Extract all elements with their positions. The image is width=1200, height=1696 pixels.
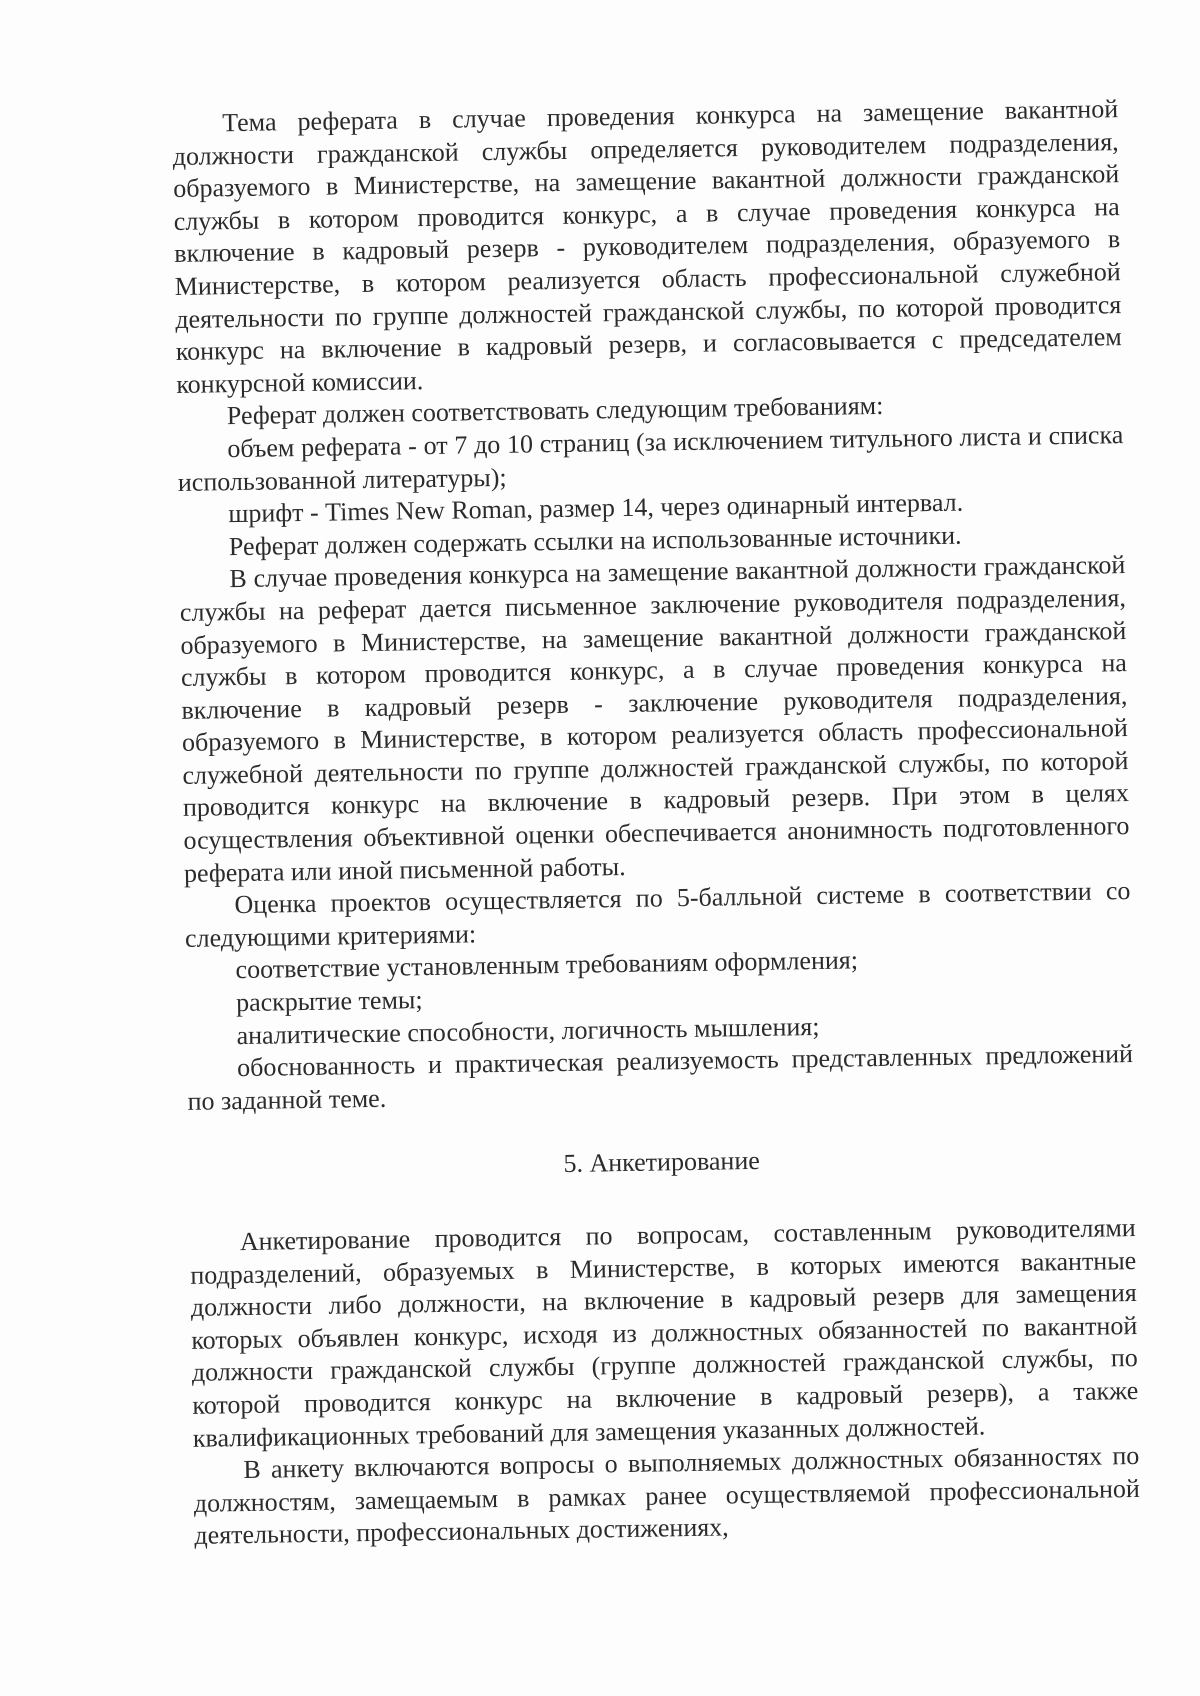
- paragraph-topic: Тема реферата в случае проведения конкурса на замещение вакантной должности гражданской службы определяется руководителем подразделения, образуемого в Министерстве, на замещение вакантной должности гражданской службы в котором проводится конкурс, а в случае проведения конкурса на включение в кадровый резерв - руководителем подразделения, образуемого в Министерстве, в котором реализуется область профессиональной служебной деятельности по группе должностей гражданской службы, по которой проводится конкурс на включение в кадровый резерв, и согласовывается с председателем конкурсной комиссии.: [172, 94, 1122, 399]
- paragraph-references: Реферат должен содержать ссылки на использованные источники.: [228, 520, 962, 561]
- paragraph-requirements-intro: Реферат должен соответствовать следующим требованиям:: [226, 391, 884, 431]
- criterion-formatting: соответствие установленным требованиям оформления;: [235, 945, 859, 985]
- paragraph-evaluation-intro: Оценка проектов осуществляется по 5-балльной системе в соответствии со следующими критериями:: [184, 876, 1131, 953]
- paragraph-survey: Анкетирование проводится по вопросам, составленным руководителями подразделений, образуемых в Министерстве, в которых имеются вакантные должности либо должности, на включение в кадровый резерв для замещения которых объявлен конкурс, исходя из должностных обязанностей по вакантной должности гражданской службы (группе должностей гражданской службы, по которой проводится конкурс на включение в кадровый резерв), а также квалификационных требований для замещения указанных должностей.: [190, 1213, 1139, 1453]
- requirement-font: шрифт - Times New Roman, размер 14, через одинарный интервал.: [228, 487, 964, 529]
- paragraph-conclusion: В случае проведения конкурса на замещение вакантной должности гражданской службы на реферат дается письменное заключение руководителя подразделения, образуемого в Министерстве, на замещение вакантной должности гражданской службы в котором проводится конкурс, а в случае проведения конкурса на включение в кадровый резерв - заключение руководителя подразделения, образуемого в Министерстве, в котором реализуется область профессиональной служебной деятельности по группе должностей гражданской службы, по которой проводится конкурс на включение в кадровый резерв. При этом в целях осуществления объективной оценки обеспечивается анонимность подготовленного реферата или иной письменной работы.: [179, 550, 1130, 888]
- criterion-topic: раскрытие темы;: [235, 985, 423, 1018]
- requirement-volume: объем реферата - от 7 до 10 страниц (за исключением титульного листа и списка использованной литературы);: [177, 420, 1124, 497]
- criterion-feasibility: обоснованность и практическая реализуемость представленных предложений по заданной теме.: [187, 1039, 1134, 1116]
- page-body: [172, 93, 1141, 1553]
- criterion-analytics: аналитические способности, логичность мышления;: [236, 1011, 820, 1050]
- paragraph-questionnaire: В анкету включаются вопросы о выполняемых должностных обязанностях по должностям, замещаемым в рамках ранее осуществляемой профессиональной деятельности, профессиональных достижениях,: [193, 1441, 1141, 1551]
- section-heading: 5. Анкетирование: [563, 1146, 761, 1179]
